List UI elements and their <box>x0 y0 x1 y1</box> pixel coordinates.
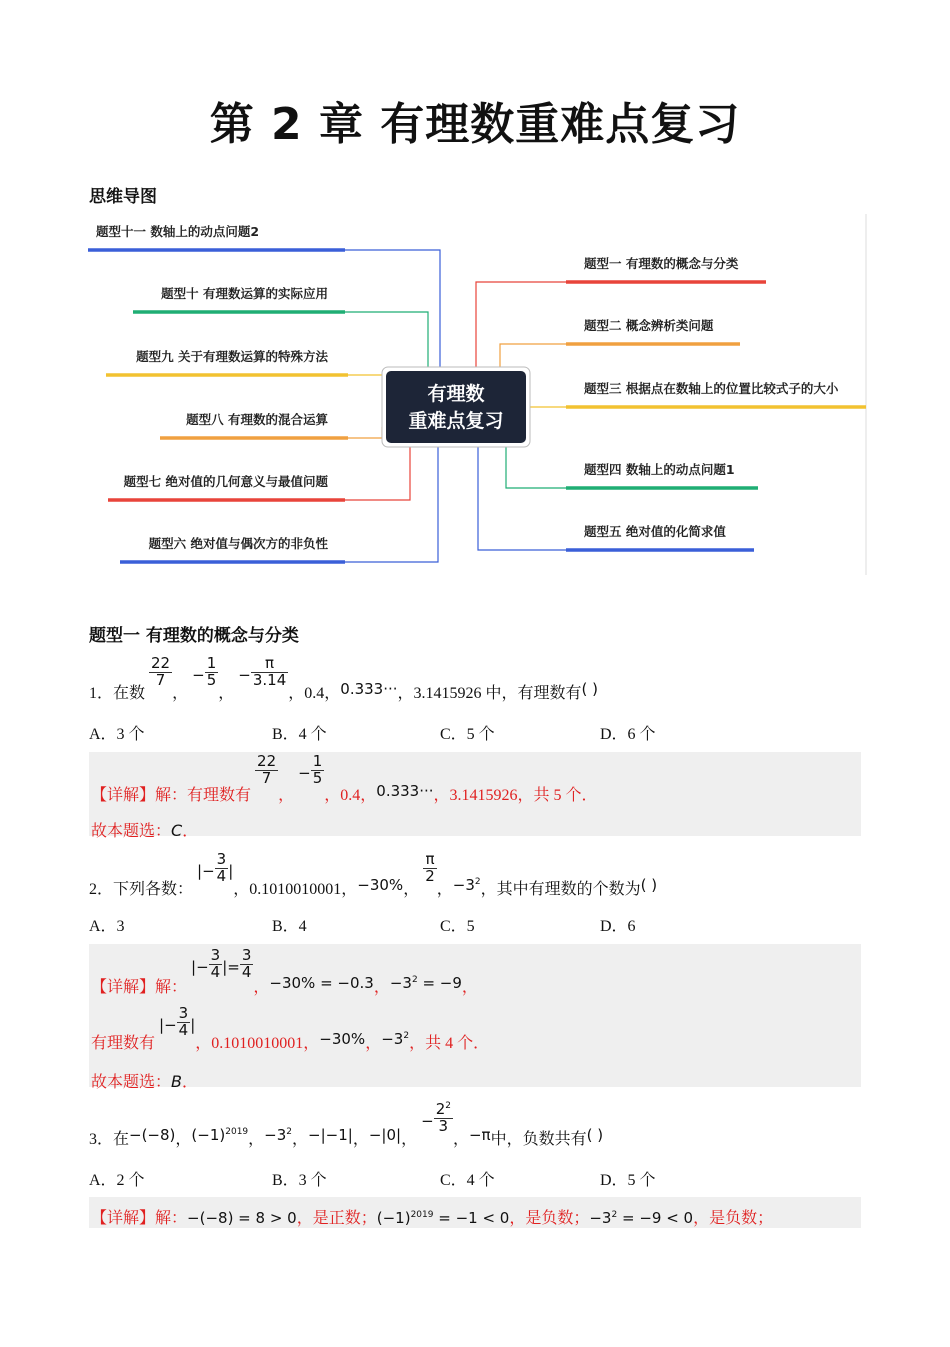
mindmap-left-6: 题型六 绝对值与偶次方的非负性 <box>148 536 328 551</box>
q1-prefix: 1．在数 <box>89 684 146 702</box>
mindmap-left-8: 题型八 有理数的混合运算 <box>186 412 328 427</box>
q3-option-b[interactable]: B．3 个 <box>272 1172 327 1189</box>
mind-map <box>88 212 868 577</box>
question-1: 1．在数 $\frac{22}{7}$ ， − $\frac{1}{5}$ ， − $\frac{\pi}{3.14}$ ，0.4，0.333···，3.1415926 中，有理数有( ) <box>89 654 599 702</box>
mindmap-right-5: 题型五 绝对值的化简求值 <box>584 524 726 539</box>
mindmap-center-line1: 有理数 <box>427 383 485 405</box>
q1-option-c[interactable]: C．5 个 <box>440 726 495 743</box>
section-heading-1: 题型一 有理数的概念与分类 <box>89 626 299 646</box>
mindmap-right-1: 题型一 有理数的概念与分类 <box>584 256 739 271</box>
mindmap-heading: 思维导图 <box>89 187 157 207</box>
q3-option-a[interactable]: A．2 个 <box>89 1172 145 1189</box>
q2-solution: 【详解】解： |− $\frac{3}{4}$ |= $\frac{3}{4}$ ，−30% = −0.3，$-3^2 = -9$， 有理数有 |− $\frac{3}{4}$ |，0.1010010001，−30%，$-3^2$，共 4 个． 故本题选：B． <box>89 944 861 1087</box>
q1-option-b[interactable]: B．4 个 <box>272 726 327 743</box>
q1-option-d[interactable]: D．6 个 <box>600 726 656 743</box>
question-2: 2．下列各数： |− $\frac{3}{4}$ |，0.1010010001，−30%， $\frac{\pi}{2}$ ，$-3^2$，其中有理数的个数为( ) <box>89 850 658 898</box>
q2-option-b[interactable]: B．4 <box>272 918 307 935</box>
q2-option-c[interactable]: C．5 <box>440 918 475 935</box>
mindmap-center-line2: 重难点复习 <box>408 410 504 432</box>
mindmap-left-11: 题型十一 数轴上的动点问题2 <box>96 224 260 239</box>
mindmap-right-4: 题型四 数轴上的动点问题1 <box>584 462 735 477</box>
q1-frac1: $\frac{22}{7}$ <box>151 654 171 689</box>
q1-frac3: $\frac{\pi}{3.14}$ <box>252 654 287 689</box>
mindmap-left-9: 题型九 关于有理数运算的特殊方法 <box>136 349 328 364</box>
q2-option-d[interactable]: D．6 <box>600 918 636 935</box>
q1-option-a[interactable]: A．3 个 <box>89 726 145 743</box>
q1-solution: 【详解】解：有理数有 $\frac{22}{7}$ ， − $\frac{1}{5}$ ，0.4，0.333···，3.1415926，共 5 个． 故本题选：C． <box>89 752 861 836</box>
q3-option-c[interactable]: C．4 个 <box>440 1172 495 1189</box>
question-3: 3．在−(−8)，$(-1)^{2019}$，$-3^2$，−|−1|，−|0|， − $\frac{2^2}{3}$ ，−π中，负数共有( ) <box>89 1100 604 1148</box>
mindmap-right-3: 题型三 根据点在数轴上的位置比较式子的大小 <box>584 381 839 396</box>
q1-frac2: $\frac{1}{5}$ <box>206 654 217 689</box>
page-title: 第 2 章 有理数重难点复习 <box>209 99 741 150</box>
mindmap-left-10: 题型十 有理数运算的实际应用 <box>161 286 328 301</box>
q3-solution: 【详解】解：−(−8) = 8 > 0，是正数；$(-1)^{2019} = -1 < 0$，是负数；$-3^2 = -9 < 0$，是负数； <box>89 1197 861 1228</box>
q2-option-a[interactable]: A．3 <box>89 918 125 935</box>
mindmap-right-2: 题型二 概念辨析类问题 <box>584 318 714 333</box>
mindmap-left-7: 题型七 绝对值的几何意义与最值问题 <box>123 474 328 489</box>
q3-option-d[interactable]: D．5 个 <box>600 1172 656 1189</box>
